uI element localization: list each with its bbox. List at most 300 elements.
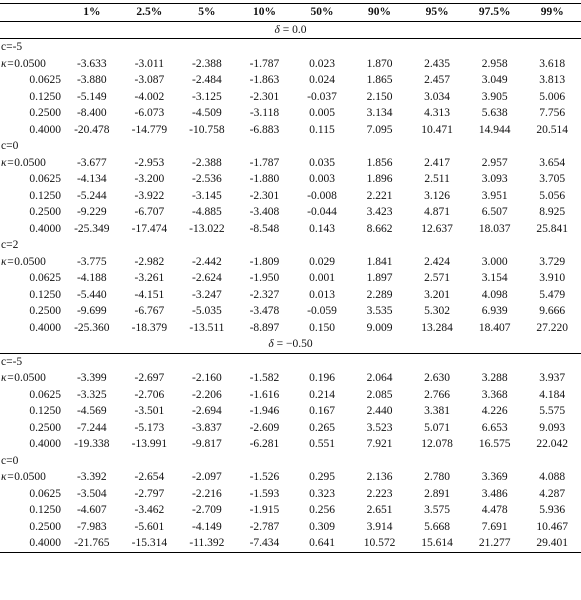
section-header-row xyxy=(0,21,581,39)
kappa-value: 0.0625 xyxy=(29,173,62,185)
table-row xyxy=(0,535,581,552)
quantile-cell: 0.309 xyxy=(309,520,335,533)
kappa-cell xyxy=(0,535,63,552)
quantile-cell: -1.809 xyxy=(249,255,280,268)
column-header: 5% xyxy=(198,6,216,18)
quantile-cell: 10.467 xyxy=(536,520,569,533)
quantile-cell: 5.006 xyxy=(539,90,566,103)
quantile-cell: 3.905 xyxy=(481,90,508,103)
quantile-cell: -20.478 xyxy=(74,123,110,136)
quantile-cell: -1.582 xyxy=(249,372,280,384)
table-row xyxy=(0,387,581,404)
quantile-cell: -3.501 xyxy=(134,405,165,417)
kappa-value: 0.2500 xyxy=(29,520,62,533)
quantile-cell: 3.523 xyxy=(366,421,393,434)
quantile-cell: 0.323 xyxy=(309,487,335,500)
quantile-cell: 3.618 xyxy=(539,57,566,70)
table-row xyxy=(0,171,581,188)
delta-symbol: δ xyxy=(274,23,280,36)
table-row xyxy=(0,287,581,304)
kappa-value: 0.0625 xyxy=(29,487,62,500)
kappa-cell xyxy=(0,436,63,453)
quantile-cell: 13.284 xyxy=(421,321,453,334)
quantile-cell: 9.009 xyxy=(366,321,393,334)
quantile-cell: 0.001 xyxy=(309,272,335,284)
quantile-cell: 4.088 xyxy=(539,471,566,483)
quantile-cell: 20.514 xyxy=(536,123,569,136)
quantile-cell: -9.229 xyxy=(76,206,107,218)
quantile-cell: -2.301 xyxy=(249,90,280,103)
quantile-cell: 3.126 xyxy=(424,189,451,202)
quantile-cell: 10.572 xyxy=(351,535,409,552)
quantile-cell: 3.914 xyxy=(366,520,393,533)
quantile-cell: 2.766 xyxy=(424,388,451,401)
quantile-cell: -2.609 xyxy=(249,421,280,434)
quantile-cell: -2.982 xyxy=(134,255,165,268)
quantile-cell: 2.958 xyxy=(481,57,508,70)
quantile-cell: -13.511 xyxy=(189,321,225,334)
quantile-cell: -5.244 xyxy=(76,189,107,202)
table-row xyxy=(0,105,581,122)
section-header-row xyxy=(0,336,581,353)
column-header: 90% xyxy=(368,6,392,18)
quantile-cell: 2.440 xyxy=(366,405,393,417)
quantile-cell: -4.134 xyxy=(76,173,107,185)
table-row xyxy=(0,56,581,73)
table-row xyxy=(0,303,581,320)
table-row xyxy=(0,420,581,437)
quantile-cell: 2.511 xyxy=(424,173,450,185)
quantile-cell: -0.044 xyxy=(307,206,337,218)
quantile-cell: 5.302 xyxy=(424,305,451,317)
quantile-cell: -1.593 xyxy=(249,487,280,500)
kappa-cell xyxy=(0,254,63,271)
quantile-cell: 25.841 xyxy=(536,222,569,235)
kappa-cell xyxy=(0,221,63,238)
quantile-cell: -3.399 xyxy=(76,372,107,384)
kappa-symbol: κ= xyxy=(1,255,15,268)
kappa-cell xyxy=(0,420,63,437)
quantile-cell: 1.856 xyxy=(366,156,393,169)
kappa-value: 0.2500 xyxy=(29,421,62,434)
kappa-value: 0.4000 xyxy=(29,537,62,549)
quantile-cell: 5.668 xyxy=(424,520,451,533)
table-row xyxy=(0,89,581,106)
group-label-row xyxy=(0,453,581,470)
quantile-cell: 22.042 xyxy=(536,438,569,450)
quantile-cell: -0.059 xyxy=(307,305,337,317)
quantile-cell: 0.005 xyxy=(309,107,335,119)
quantile-cell: 2.136 xyxy=(366,471,393,483)
quantile-cell: -0.037 xyxy=(307,90,337,103)
quantile-cell: 3.288 xyxy=(481,372,508,384)
column-header: 97.5% xyxy=(478,6,511,18)
kappa-cell xyxy=(0,89,63,106)
column-header: 95% xyxy=(425,6,449,18)
quantile-cell: 18.407 xyxy=(478,321,511,334)
kappa-value: 0.4000 xyxy=(29,222,62,235)
quantile-cell: -1.863 xyxy=(249,74,280,86)
quantile-cell: -2.787 xyxy=(249,520,280,533)
kappa-cell xyxy=(0,105,63,122)
quantile-cell: -6.707 xyxy=(134,206,165,218)
quantile-cell: 27.220 xyxy=(536,321,569,334)
column-header: 99% xyxy=(540,6,564,18)
kappa-cell xyxy=(0,320,63,337)
quantile-cell: -4.885 xyxy=(192,206,222,218)
quantile-cell: -5.035 xyxy=(192,305,222,317)
quantile-cell: -3.504 xyxy=(76,487,107,500)
quantile-cell: -8.897 xyxy=(249,321,280,334)
quantile-cell: -1.946 xyxy=(249,405,280,417)
quantile-cell: -1.880 xyxy=(249,173,280,185)
quantile-cell: -11.392 xyxy=(178,535,236,552)
quantile-cell: -4.002 xyxy=(134,90,165,103)
kappa-cell xyxy=(0,122,63,139)
kappa-cell xyxy=(0,370,63,387)
quantile-cell: -6.767 xyxy=(134,305,165,317)
quantile-cell: 2.223 xyxy=(366,487,393,500)
quantile-cell: 0.115 xyxy=(309,123,335,136)
quantile-cell: -2.536 xyxy=(192,173,222,185)
quantile-cell: 5.479 xyxy=(539,288,566,301)
quantile-cell: 7.756 xyxy=(539,107,566,119)
quantile-cell: 21.277 xyxy=(466,535,524,552)
group-label-row xyxy=(0,138,581,155)
table-body xyxy=(0,21,581,552)
quantile-cell: 7.921 xyxy=(366,438,393,450)
quantile-cell: -4.151 xyxy=(134,288,165,301)
quantile-cell: 9.093 xyxy=(539,421,566,434)
quantile-cell: 0.167 xyxy=(309,405,335,417)
kappa-value: 0.0500 xyxy=(14,156,46,169)
kappa-value: 0.2500 xyxy=(29,107,62,119)
table-row xyxy=(0,221,581,238)
quantile-cell: -2.301 xyxy=(249,189,280,202)
quantile-cell: 3.937 xyxy=(539,372,566,384)
kappa-cell xyxy=(0,204,63,221)
quantile-cell: 2.150 xyxy=(366,90,393,103)
quantile-cell: -3.200 xyxy=(134,173,165,185)
quantile-cell: -2.484 xyxy=(192,74,222,86)
kappa-value: 0.4000 xyxy=(29,438,62,450)
quantile-cell: 4.098 xyxy=(481,288,508,301)
quantile-cell: 2.780 xyxy=(424,471,451,483)
quantile-cell: 2.630 xyxy=(424,372,451,384)
kappa-cell xyxy=(0,519,63,536)
kappa-cell xyxy=(0,502,63,519)
quantile-cell: -8.548 xyxy=(249,222,280,235)
quantile-cell: -3.478 xyxy=(249,305,280,317)
kappa-cell xyxy=(0,171,63,188)
kappa-cell xyxy=(0,287,63,304)
quantile-cell: 2.085 xyxy=(366,388,393,401)
table-row xyxy=(0,320,581,337)
quantile-cell: -3.408 xyxy=(249,206,280,218)
quantile-cell: 4.313 xyxy=(424,107,451,119)
quantile-cell: -2.442 xyxy=(192,255,222,268)
table-row xyxy=(0,204,581,221)
quantile-cell: 6.939 xyxy=(481,305,508,317)
quantile-cell: -7.983 xyxy=(76,520,107,533)
quantile-cell: 2.651 xyxy=(366,504,393,516)
kappa-value: 0.0500 xyxy=(14,255,46,268)
quantile-cell: -9.817 xyxy=(192,438,222,450)
quantile-cell: 4.287 xyxy=(539,487,566,500)
quantile-cell: 0.641 xyxy=(293,535,351,552)
quantile-cell: 0.003 xyxy=(309,173,335,185)
quantile-cell: 3.049 xyxy=(481,74,508,86)
quantile-cell: -13.991 xyxy=(131,438,168,450)
quantile-cell: 0.256 xyxy=(309,504,335,516)
quantile-cell: -2.654 xyxy=(134,471,165,483)
kappa-cell xyxy=(0,303,63,320)
table-row xyxy=(0,403,581,420)
quantile-cell: -2.388 xyxy=(192,156,222,169)
group-c-label: c=0 xyxy=(1,140,19,152)
quantile-cell: -7.434 xyxy=(236,535,294,552)
quantile-cell: 3.034 xyxy=(424,90,451,103)
quantile-cell: -15.314 xyxy=(121,535,179,552)
kappa-value: 0.1250 xyxy=(29,90,62,103)
quantile-cell: 4.478 xyxy=(481,504,508,516)
kappa-value: 0.0500 xyxy=(14,57,46,70)
table-row xyxy=(0,519,581,536)
kappa-cell xyxy=(0,56,63,73)
quantile-cell: -3.775 xyxy=(76,255,107,268)
quantile-cell: 5.575 xyxy=(539,405,566,417)
quantile-cell: 9.666 xyxy=(539,305,566,317)
quantile-cell: -2.694 xyxy=(192,405,222,417)
quantile-cell: -9.699 xyxy=(76,305,107,317)
group-c-label: c=0 xyxy=(1,454,19,467)
group-label-row xyxy=(0,353,581,370)
kappa-symbol: κ= xyxy=(1,372,15,384)
quantile-cell: 2.457 xyxy=(424,74,451,86)
quantile-cell: 1.896 xyxy=(366,173,393,185)
table-row xyxy=(0,502,581,519)
kappa-symbol: κ= xyxy=(1,471,15,483)
quantile-cell: 1.870 xyxy=(366,57,393,70)
quantile-cell: 1.897 xyxy=(366,272,393,284)
quantile-cell: 1.865 xyxy=(366,74,393,86)
quantile-cell: 3.535 xyxy=(366,305,393,317)
quantile-cell: 16.575 xyxy=(478,438,511,450)
quantile-cell: -1.915 xyxy=(249,504,280,516)
kappa-cell xyxy=(0,72,63,89)
kappa-cell xyxy=(0,387,63,404)
quantile-cell: 2.289 xyxy=(366,288,393,301)
quantile-cell: 0.023 xyxy=(309,57,335,70)
quantile-cell: 15.614 xyxy=(408,535,466,552)
quantile-cell: -25.349 xyxy=(74,222,110,235)
quantile-cell: -6.281 xyxy=(249,438,280,450)
quantile-cell: 4.871 xyxy=(424,206,451,218)
table-header-row xyxy=(0,4,581,22)
quantile-cell: 3.813 xyxy=(539,74,566,86)
quantile-cell: 0.029 xyxy=(309,255,335,268)
quantile-cell: 0.035 xyxy=(309,156,335,169)
quantile-cell: -5.173 xyxy=(134,421,165,434)
quantile-cell: 0.013 xyxy=(309,288,335,301)
quantile-cell: 0.214 xyxy=(309,388,335,401)
table-row xyxy=(0,254,581,271)
kappa-value: 0.0625 xyxy=(29,272,62,284)
quantile-cell: -6.883 xyxy=(249,123,280,136)
kappa-cell xyxy=(0,270,63,287)
quantile-cell: -17.474 xyxy=(131,222,168,235)
quantile-cell: 4.226 xyxy=(481,405,508,417)
quantile-cell: 4.184 xyxy=(539,388,566,401)
quantile-cell: 3.705 xyxy=(539,173,566,185)
column-header: 2.5% xyxy=(136,6,163,18)
quantile-cell: 0.295 xyxy=(309,471,335,483)
quantile-cell: 2.571 xyxy=(424,272,451,284)
quantile-cell: 3.154 xyxy=(481,272,508,284)
quantile-cell: 3.575 xyxy=(424,504,451,516)
quantile-cell: 5.638 xyxy=(481,107,508,119)
quantile-cell: -2.388 xyxy=(192,57,222,70)
quantile-cell: 2.064 xyxy=(366,372,393,384)
quantile-cell: 3.368 xyxy=(481,388,508,401)
quantile-cell: -1.787 xyxy=(249,57,280,70)
quantile-cell: 5.071 xyxy=(424,421,451,434)
quantile-cell: -2.797 xyxy=(134,487,165,500)
quantile-cell: 3.093 xyxy=(481,173,508,185)
kappa-value: 0.1250 xyxy=(29,189,62,202)
quantile-cell: -2.216 xyxy=(192,487,222,500)
quantile-cell: 6.653 xyxy=(481,421,508,434)
kappa-value: 0.4000 xyxy=(29,123,62,136)
quantile-cell: -4.509 xyxy=(192,107,222,119)
kappa-value: 0.0500 xyxy=(14,471,46,483)
quantile-cell: 0.024 xyxy=(309,74,335,86)
quantile-cell: -3.677 xyxy=(76,156,107,169)
delta-value: = −0.50 xyxy=(273,338,313,350)
quantile-cell: 6.507 xyxy=(481,206,508,218)
quantile-cell: 3.369 xyxy=(481,471,508,483)
section-title xyxy=(0,336,581,353)
group-c-label: c=-5 xyxy=(1,41,23,53)
quantile-cell: 12.637 xyxy=(421,222,453,235)
quantile-cell: -2.624 xyxy=(192,272,222,284)
quantile-cell: 2.424 xyxy=(424,255,451,268)
quantile-cell: -3.087 xyxy=(134,74,165,86)
quantile-cell: -2.097 xyxy=(192,471,222,483)
quantile-cell: 3.134 xyxy=(366,107,393,119)
kappa-cell xyxy=(0,469,63,486)
quantile-cell: -5.601 xyxy=(134,520,165,533)
quantile-cell: -5.149 xyxy=(76,90,107,103)
quantile-cell: -4.569 xyxy=(76,405,107,417)
quantile-cell: 3.423 xyxy=(366,206,393,218)
quantile-cell: 29.401 xyxy=(523,535,581,552)
quantile-cell: 3.910 xyxy=(539,272,566,284)
quantile-cell: 10.471 xyxy=(421,123,453,136)
quantile-cell: -14.779 xyxy=(131,123,168,136)
quantile-cell: 3.654 xyxy=(539,156,566,169)
quantile-cell: -25.360 xyxy=(74,321,110,334)
quantile-cell: -1.787 xyxy=(249,156,280,169)
kappa-value: 0.0625 xyxy=(29,74,62,86)
kappa-value: 0.1250 xyxy=(29,288,62,301)
table-row xyxy=(0,188,581,205)
quantile-cell: -3.922 xyxy=(134,189,165,202)
quantile-cell: -5.440 xyxy=(76,288,107,301)
quantile-cell: -1.526 xyxy=(249,471,280,483)
quantile-cell: 2.957 xyxy=(481,156,508,169)
column-header: 1% xyxy=(83,6,101,18)
group-label-row xyxy=(0,237,581,254)
quantile-cell: -3.261 xyxy=(134,272,165,284)
kappa-cell xyxy=(0,403,63,420)
table-row xyxy=(0,486,581,503)
kappa-value: 0.2500 xyxy=(29,305,62,317)
quantile-table xyxy=(0,3,581,553)
quantile-cell: 5.056 xyxy=(539,189,566,202)
quantile-cell: 7.095 xyxy=(366,123,393,136)
quantile-cell: -3.145 xyxy=(192,189,222,202)
table-row xyxy=(0,469,581,486)
quantile-cell: -3.011 xyxy=(134,57,164,70)
quantile-cell: 0.196 xyxy=(309,372,335,384)
quantile-cell: 5.936 xyxy=(539,504,566,516)
table-row xyxy=(0,436,581,453)
quantile-cell: 0.143 xyxy=(309,222,335,235)
group-label-row xyxy=(0,39,581,56)
kappa-value: 0.1250 xyxy=(29,405,62,417)
quantile-cell: 2.417 xyxy=(424,156,451,169)
quantile-cell: 3.000 xyxy=(481,255,508,268)
quantile-cell: -2.697 xyxy=(134,372,165,384)
quantile-cell: -21.765 xyxy=(63,535,121,552)
kappa-value: 0.2500 xyxy=(29,206,62,218)
kappa-cell xyxy=(0,188,63,205)
quantile-cell: -4.607 xyxy=(76,504,107,516)
quantile-cell: -3.392 xyxy=(76,471,107,483)
kappa-value: 0.4000 xyxy=(29,321,62,334)
table-row xyxy=(0,122,581,139)
quantile-cell: -3.118 xyxy=(249,107,280,119)
quantile-cell: -1.616 xyxy=(249,388,280,401)
table-row xyxy=(0,370,581,387)
column-header: 50% xyxy=(310,6,334,18)
header-blank xyxy=(0,4,63,22)
quantile-cell: -8.400 xyxy=(76,107,107,119)
quantile-cell: -2.709 xyxy=(192,504,222,516)
kappa-symbol: κ= xyxy=(1,156,15,169)
quantile-cell: -19.338 xyxy=(74,438,110,450)
quantile-cell: -1.950 xyxy=(249,272,280,284)
kappa-value: 0.1250 xyxy=(29,504,62,516)
quantile-cell: 3.951 xyxy=(481,189,508,202)
quantile-cell: -6.073 xyxy=(134,107,165,119)
quantile-cell: -3.247 xyxy=(192,288,222,301)
quantile-cell: 0.265 xyxy=(309,421,335,434)
group-c-label: c=-5 xyxy=(1,355,23,368)
quantile-cell: 3.729 xyxy=(539,255,566,268)
kappa-cell xyxy=(0,155,63,172)
quantile-cell: 0.551 xyxy=(309,438,335,450)
quantile-cell: -3.462 xyxy=(134,504,165,516)
quantile-cell: 8.662 xyxy=(366,222,393,235)
quantile-cell: 1.841 xyxy=(366,255,393,268)
quantile-cell: -3.837 xyxy=(192,421,222,434)
delta-symbol: δ xyxy=(268,338,274,350)
quantile-cell: 2.891 xyxy=(424,487,451,500)
quantile-cell: 7.691 xyxy=(481,520,508,533)
quantile-cell: -2.953 xyxy=(134,156,165,169)
